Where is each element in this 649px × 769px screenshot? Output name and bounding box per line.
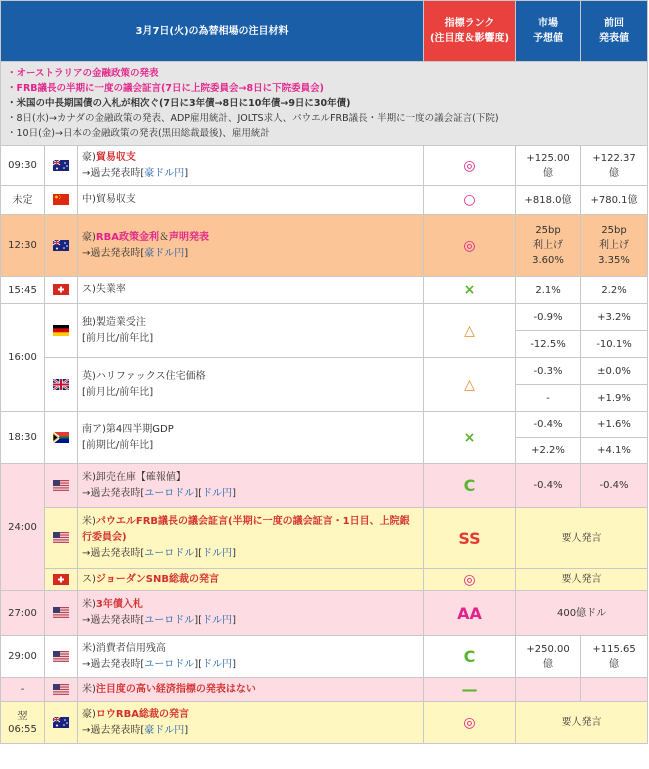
note-item: ・オーストラリアの金融政策の発表 [7, 68, 159, 79]
rank-cell: ◎ [424, 215, 516, 277]
event-cell: 豪)RBA政策金利＆声明発表 →過去発表時[豪ドル円] [78, 215, 424, 277]
note-item: ・10日(金)→日本の金融政策の発表(黒田総裁最後)、雇用統計 [7, 128, 270, 139]
previous-cell: +780.1億 [581, 186, 648, 215]
forecast-cell: -0.4% [516, 412, 581, 438]
previous-cell: ±0.0% [581, 358, 648, 385]
forecast-cell: 25bp 利上げ 3.60% [516, 215, 581, 277]
event-cell: 南ア)第4四半期GDP [前期比/前年比] [78, 412, 424, 464]
past-link-usdjpy[interactable]: ドル円 [202, 487, 233, 499]
rank-cell: ◎ [424, 702, 516, 744]
event-cell: 豪)貿易収支 →過去発表時[豪ドル円] [78, 146, 424, 186]
past-link-eurusd[interactable]: ユーロドル [144, 658, 195, 670]
previous-cell: -0.4% [581, 464, 648, 508]
forecast-header: 市場 予想値 [516, 1, 581, 62]
note-item: ・FRB議長の半期に一度の議会証言(7日に上院委員会→8日に下院委員会) [7, 83, 324, 94]
merged-value-cell: 要人発言 [516, 569, 648, 591]
rank-cell: △ [424, 304, 516, 358]
forecast-cell: -12.5% [516, 331, 581, 358]
table-row [1, 636, 648, 678]
table-row [1, 569, 648, 591]
previous-cell: +1.9% [581, 385, 648, 412]
forecast-cell: +2.2% [516, 438, 581, 464]
table-row [1, 358, 648, 385]
time-cell: 16:00 [1, 304, 45, 412]
australia-flag [45, 215, 78, 277]
event-name: 貿易収支 [95, 151, 136, 163]
table-row [1, 215, 648, 277]
table-row [1, 412, 648, 438]
previous-cell: 25bp 利上げ 3.35% [581, 215, 648, 277]
event-cell: 米)パウエルFRB議長の議会証言(半期に一度の議会証言・1日目、上院銀行委員会) →過去発表時[ユーロドル][ドル円] [78, 508, 424, 569]
time-cell: 24:00 [1, 464, 45, 591]
past-link-eurusd[interactable]: ユーロドル [144, 548, 195, 559]
rank-cell: × [424, 277, 516, 304]
previous-cell: +115.65 億 [581, 636, 648, 678]
previous-cell: +3.2% [581, 304, 648, 331]
germany-flag [45, 304, 78, 358]
time-cell: 15:45 [1, 277, 45, 304]
usa-flag [45, 636, 78, 678]
past-link-usdjpy[interactable]: ドル円 [202, 615, 233, 626]
rank-cell: ◎ [424, 569, 516, 591]
rank-cell: C [424, 464, 516, 508]
table-row [1, 277, 648, 304]
event-cell: 英)ハリファックス住宅価格 [前月比/前年比] [78, 358, 424, 412]
forecast-cell: -0.9% [516, 304, 581, 331]
australia-flag [45, 146, 78, 186]
past-link-eurusd[interactable]: ユーロドル [144, 487, 195, 499]
forecast-cell: 2.1% [516, 277, 581, 304]
rank-cell: ◎ [424, 146, 516, 186]
rank-cell: C [424, 636, 516, 678]
table-row [1, 464, 648, 508]
event-name: ハリファックス住宅価格 [95, 370, 206, 382]
switzerland-flag [45, 277, 78, 304]
event-cell: 米)注目度の高い経済指標の発表はない [78, 678, 424, 702]
time-cell: 未定 [1, 186, 45, 215]
switzerland-flag [45, 569, 78, 591]
time-cell: 18:30 [1, 412, 45, 464]
australia-flag [45, 702, 78, 744]
forecast-cell: +125.00 億 [516, 146, 581, 186]
event-name: パウエルFRB議長の議会証言(半期に一度の議会証言・1日目、上院銀行委員会) [82, 516, 410, 543]
forecast-cell: -0.4% [516, 464, 581, 508]
usa-flag [45, 678, 78, 702]
event-cell: ス)失業率 [78, 277, 424, 304]
table-row [1, 508, 648, 569]
event-cell: 米)卸売在庫【確報値】 →過去発表時[ユーロドル][ドル円] [78, 464, 424, 508]
past-link-usdjpy[interactable]: ドル円 [202, 658, 233, 670]
past-link-audjpy[interactable]: 豪ドル円 [144, 247, 185, 259]
usa-flag [45, 591, 78, 636]
rank-cell: SS [424, 508, 516, 569]
rank-cell: ○ [424, 186, 516, 215]
event-name: RBA政策金利 [95, 231, 159, 243]
event-cell: 中)貿易収支 [78, 186, 424, 215]
event-cell: 独)製造業受注 [前月比/前年比] [78, 304, 424, 358]
table-row [1, 591, 648, 636]
past-link-audjpy[interactable]: 豪ドル円 [144, 724, 185, 736]
forecast-cell: +818.0億 [516, 186, 581, 215]
page-title: 3月7日(火)の為替相場の注目材料 [1, 1, 424, 62]
forecast-cell: -0.3% [516, 358, 581, 385]
time-cell: 翌 06:55 [1, 702, 45, 744]
uk-flag [45, 358, 78, 412]
table-row [1, 702, 648, 744]
table-row [1, 186, 648, 215]
previous-cell: 2.2% [581, 277, 648, 304]
usa-flag [45, 508, 78, 569]
past-link-usdjpy[interactable]: ドル円 [202, 548, 233, 559]
rank-header: 指標ランク (注目度＆影響度) [424, 1, 516, 62]
forecast-cell: - [516, 385, 581, 412]
note-item: ・8日(水)→カナダの金融政策の発表、ADP雇用統計、JOLTS求人、パウエルFRB議長・半期に一度の議会証言(下院) [7, 113, 499, 124]
china-flag [45, 186, 78, 215]
previous-header: 前回 発表値 [581, 1, 648, 62]
event-name: 3年債入札 [95, 599, 143, 610]
event-name: 失業率 [95, 284, 126, 295]
usa-flag [45, 464, 78, 508]
rank-cell: — [424, 678, 516, 702]
previous-cell: -10.1% [581, 331, 648, 358]
time-cell: 12:30 [1, 215, 45, 277]
forecast-cell: +250.00 億 [516, 636, 581, 678]
event-name: 製造業受注 [95, 316, 146, 328]
rank-cell: × [424, 412, 516, 464]
event-name: ジョーダンSNB総裁の発言 [95, 573, 219, 585]
rank-cell: AA [424, 591, 516, 636]
rank-cell: △ [424, 358, 516, 412]
merged-value-cell: 400億ドル [516, 591, 648, 636]
previous-cell: +1.6% [581, 412, 648, 438]
event-cell: 米)3年債入札 →過去発表時[ユーロドル][ドル円] [78, 591, 424, 636]
south-africa-flag [45, 412, 78, 464]
event-cell: ス)ジョーダンSNB総裁の発言 [78, 569, 424, 591]
time-cell: 09:30 [1, 146, 45, 186]
time-cell: 27:00 [1, 591, 45, 636]
previous-cell [581, 678, 648, 702]
past-link-audjpy[interactable]: 豪ドル円 [144, 167, 185, 179]
event-name: 第4四半期GDP [105, 423, 174, 435]
table-row [1, 304, 648, 331]
time-cell: 29:00 [1, 636, 45, 678]
event-name: 注目度の高い経済指標の発表はない [95, 683, 256, 695]
time-cell: - [1, 678, 45, 702]
forecast-cell [516, 678, 581, 702]
previous-cell: +4.1% [581, 438, 648, 464]
notes-box [1, 62, 648, 146]
event-cell: 豪)ロウRBA総裁の発言 →過去発表時[豪ドル円] [78, 702, 424, 744]
event-name: ロウRBA総裁の発言 [95, 708, 189, 720]
merged-value-cell: 要人発言 [516, 702, 648, 744]
previous-cell: +122.37 億 [581, 146, 648, 186]
event-cell: 米)消費者信用残高 →過去発表時[ユーロドル][ドル円] [78, 636, 424, 678]
table-row [1, 146, 648, 186]
event-name: 貿易収支 [95, 194, 136, 205]
table-row [1, 678, 648, 702]
event-name: 消費者信用残高 [95, 642, 166, 654]
merged-value-cell: 要人発言 [516, 508, 648, 569]
note-item: ・米国の中長期国債の入札が相次ぐ(7日に3年債→8日に10年債→9日に30年債) [7, 98, 351, 109]
past-link-eurusd[interactable]: ユーロドル [144, 615, 195, 626]
event-name: 卸売在庫【確報値】 [95, 471, 186, 483]
